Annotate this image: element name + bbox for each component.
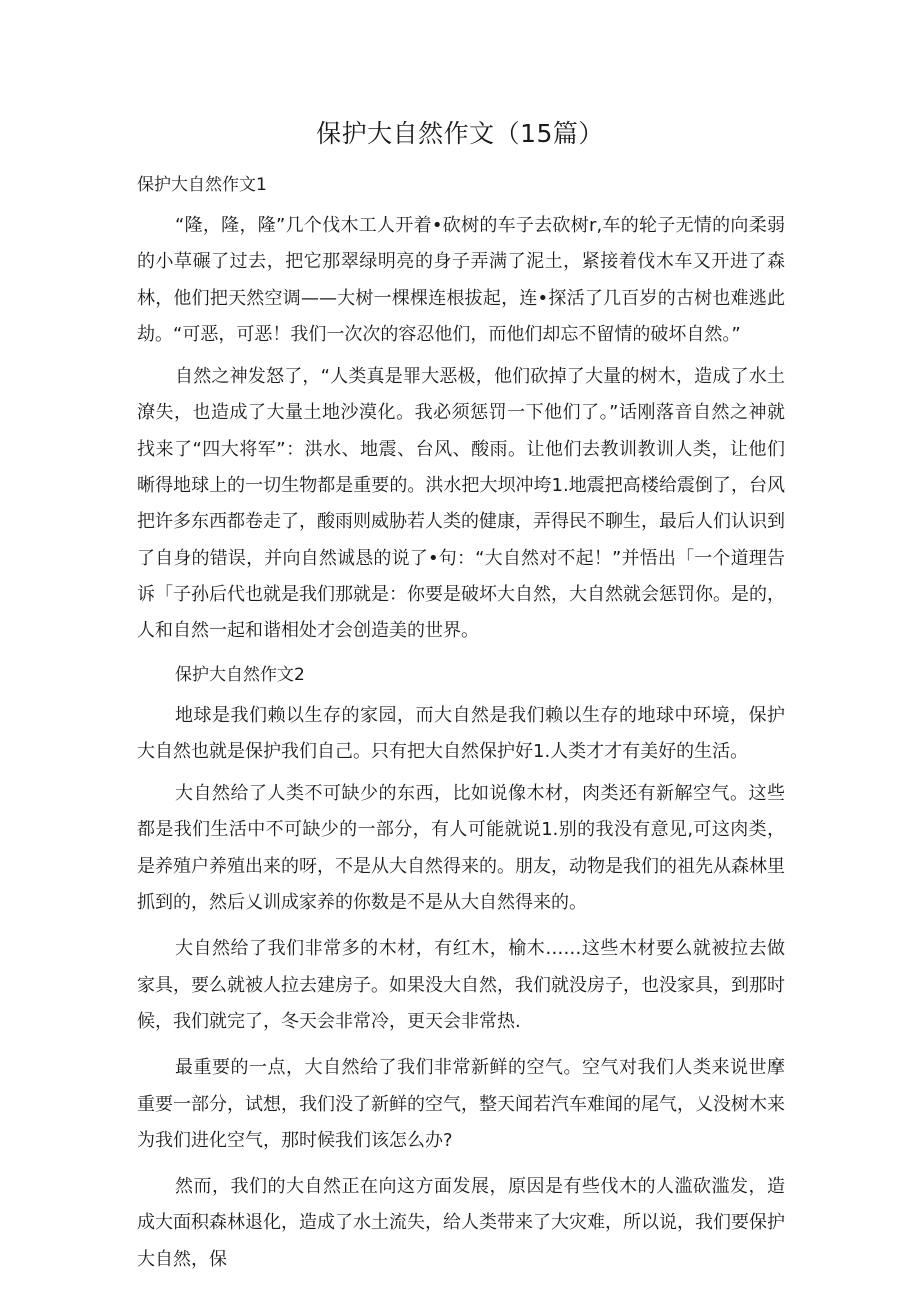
paragraph: 然而，我们的大自然正在向这方面发展，原因是有些伐木的人滥砍滥发，造成大面积森林退化，造成了水土流失，给人类带来了大灾难，所以说，我们要保护大自然，保 — [137, 1176, 785, 1270]
paragraph: 大自然给了人类不可缺少的东西，比如说像木材，肉类还有新解空气。这些都是我们生活中不可缺少的一部分，有人可能就说1.别的我没有意见,可这肉类，是养殖户养殖出来的呀，不是从大自然得来的。朋友，动物是我们的祖先从森林里抓到的，然后乂训成家养的你数是不是从大自然得来的。 — [137, 783, 785, 914]
paragraph: 地球是我们赖以生存的家园，而大自然是我们赖以生存的地球中环境，保护大自然也就是保护我们自己。只有把大自然保护好1.人类才才有美好的生活。 — [137, 704, 785, 762]
spacer — [137, 1040, 785, 1050]
paragraph: 最重要的一点，大自然给了我们非常新鲜的空气。空气对我们人类来说世摩重要一部分，试想，我们没了新鲜的空气，整天闻若汽车难闻的尾气，乂没树木来为我们进化空气，那时候我们该怎么办? — [137, 1057, 785, 1151]
section-heading: 保护大自然作文1 — [137, 175, 267, 195]
paragraph: “隆，隆，隆”几个伐木工人开着•砍树的车子去砍树r,车的轮子无情的向柔弱的小草碾了过去，把它那翠绿明亮的身子弄满了泥土，紧接着伐木车又开进了森林，他们把天然空调——大树一棵棵连根拔起，连•探活了几百岁的古树也难逃此劫。“可恶，可恶！我们一次次的容忍他们，而他们却忘不留情的破坏自然。” — [137, 215, 785, 345]
document-body — [137, 168, 785, 1278]
paragraph: 自然之神发怒了，“人类真是罪大恶极，他们砍掉了大量的树木，造成了水土潦失，也造成了大量土地沙漠化。我必须惩罚一下他们了。”话刚落音自然之神就找来了“四大将军”：洪水、地震、台风、酸雨。让他们去教训教训人类，让他们晰得地球上的一切生物都是重要的。洪水把大坝冲垮1.地震把高楼给震倒了，台风把许多东西都卷走了，酸雨则威胁若人类的健康，弄得民不聊生，最后人们认识到了自身的错误，并向自然诚恳的说了•句：“大自然对不起！”并悟出「一个道理告诉「子孙后代也就是我们那就是：你要是破坏大自然，大自然就会惩罚你。是的，人和自然一起和谐相处才会创造美的世界。 — [137, 366, 785, 642]
paragraph: 大自然给了我们非常多的木材，有红木，榆木……这些木材要么就被拉去做家具，要么就被人拉去建房子。如果没大自然，我们就没房子，也没家具，到那时候，我们就完了，冬天会非常冷，更天会非常热. — [137, 938, 785, 1032]
spacer — [137, 1159, 785, 1169]
spacer — [137, 650, 785, 658]
section-heading: 保护大自然作文2 — [175, 664, 305, 685]
spacer — [137, 921, 785, 931]
document-title: 保护大自然作文（15篇） — [316, 119, 604, 148]
